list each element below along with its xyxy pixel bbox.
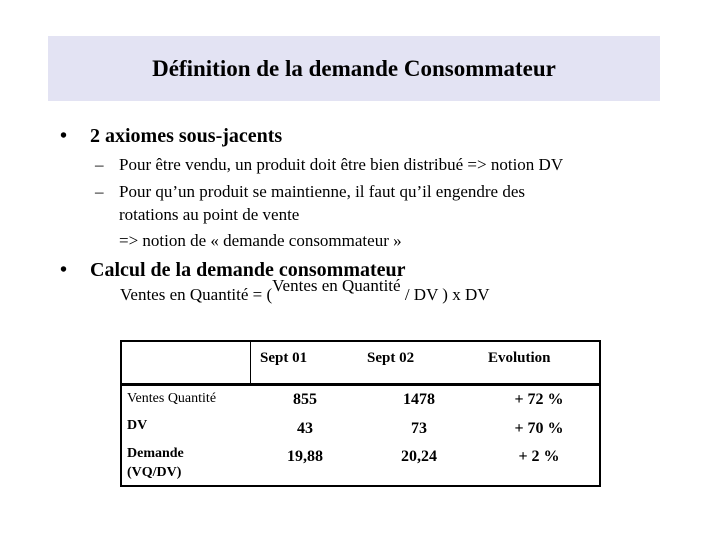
bullet-text: Calcul de la demande consommateur	[90, 259, 406, 281]
subitem-maintien-cont2	[119, 231, 402, 251]
title-banner	[48, 36, 660, 101]
data-table	[120, 340, 601, 487]
slide-title: Définition de la demande Consommateur	[152, 55, 556, 81]
col-header-sept01: Sept 01	[260, 350, 308, 366]
cell-dv-evolution: + 70 %	[514, 420, 564, 437]
formula-superscript: Ventes en Quantité	[272, 276, 401, 295]
formula-suffix: / DV ) x DV	[400, 285, 490, 304]
subitem-text: Pour qu’un produit se maintienne, il faut qu’il engendre des	[119, 182, 526, 201]
header-divider	[250, 342, 251, 383]
col-header-sept02: Sept 02	[367, 350, 415, 366]
row-label-dv: DV	[127, 418, 148, 433]
cell-ventes-evolution: + 72 %	[514, 391, 564, 408]
subitem-distribution	[95, 155, 563, 175]
formula-prefix: Ventes en Quantité = (	[120, 285, 273, 304]
cell-demande-evolution: + 2 %	[518, 448, 560, 465]
cell-ventes-sept02: 1478	[403, 391, 435, 408]
subitem-maintien-cont1	[119, 205, 299, 225]
subitem-text: rotations au point de vente	[119, 205, 300, 224]
bullet-axiomes	[60, 124, 282, 148]
bullet-dot: •	[60, 125, 68, 147]
subitem-maintien	[95, 182, 525, 202]
row-label-demande: Demande	[127, 446, 184, 461]
col-header-evolution: Evolution	[488, 350, 551, 366]
cell-dv-sept01: 43	[297, 420, 313, 437]
dash-marker: –	[95, 155, 104, 174]
cell-ventes-sept01: 855	[293, 391, 317, 408]
cell-demande-sept02: 20,24	[401, 448, 437, 465]
subitem-text: => notion de « demande consommateur »	[119, 231, 402, 250]
bullet-text: 2 axiomes sous-jacents	[90, 125, 283, 147]
dash-marker: –	[95, 182, 104, 201]
bullet-dot: •	[60, 259, 68, 281]
row-label-demande-formula: (VQ/DV)	[127, 465, 182, 480]
formula-line	[120, 276, 490, 305]
cell-demande-sept01: 19,88	[287, 448, 323, 465]
subitem-text: Pour être vendu, un produit doit être bien distribué => notion DV	[119, 155, 564, 174]
header-separator	[122, 383, 599, 386]
cell-dv-sept02: 73	[411, 420, 427, 437]
row-label-ventes: Ventes Quantité	[127, 391, 217, 406]
